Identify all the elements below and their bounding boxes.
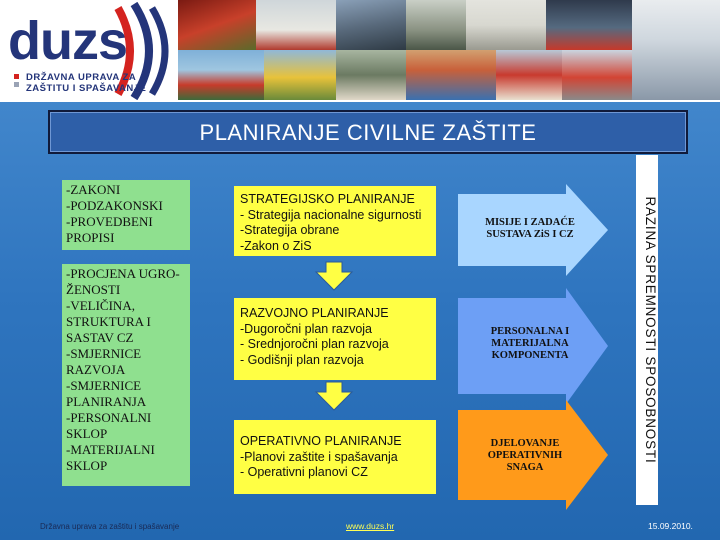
readiness-label: RAZINA SPREMNOSTI SPOSOBNOSTI bbox=[643, 196, 658, 464]
footer-date: 15.09.2010. bbox=[648, 521, 693, 531]
logo-subtitle: DRŽAVNA UPRAVA ZA ZAŠTITU I SPAŠAVANJE bbox=[26, 72, 147, 94]
legal-basis-box: -ZAKONI -PODZAKONSKI -PROVEDBENI PROPISI bbox=[62, 180, 190, 250]
operative-planning-box: OPERATIVNO PLANIRANJE -Planovi zaštite i spašavanja - Operativni planovi CZ bbox=[234, 420, 436, 494]
logo-wordmark: duzs bbox=[8, 11, 128, 71]
strategic-planning-box: STRATEGIJSKO PLANIRANJE - Strategija nacionalne sigurnosti -Strategija obrane -Zakon o ZiS bbox=[234, 186, 436, 256]
down-arrow-icon bbox=[316, 382, 352, 410]
page-title: PLANIRANJE CIVILNE ZAŠTITE bbox=[199, 120, 537, 145]
arrow-label-components: PERSONALNA I MATERIJALNA KOMPONENTA bbox=[490, 326, 570, 361]
arrow-label-operations: DJELOVANJE OPERATIVNIH SNAGA bbox=[487, 438, 563, 473]
down-arrow-icon bbox=[316, 262, 352, 290]
footer-organization: Državna uprava za zaštitu i spašavanje bbox=[40, 522, 180, 531]
arrow-label-missions: MISIJE I ZADAĆE SUSTAVA ZiS I CZ bbox=[485, 217, 575, 240]
development-planning-box: RAZVOJNO PLANIRANJE -Dugoročni plan razvoja - Srednjoročni plan razvoja - Godišnji plan razvoja bbox=[234, 298, 436, 380]
footer-website-link[interactable]: www.duzs.hr bbox=[346, 521, 395, 531]
assessment-box: -PROCJENA UGRO- ŽENOSTI -VELIČINA, STRUKTURA I SASTAV CZ -SMJERNICE RAZVOJA -SMJERNICE PLANIRANJA -PERSONALNI SKLOP -MATERIJALNI SKLOP bbox=[62, 264, 190, 486]
